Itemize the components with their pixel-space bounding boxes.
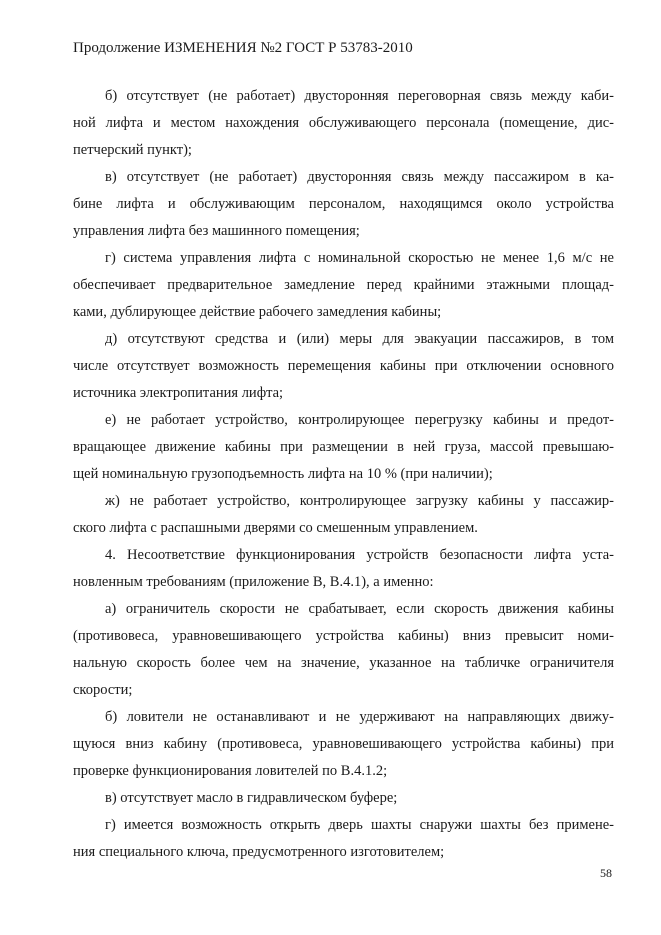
text-line: петчерский пункт); [73, 142, 192, 158]
text-line: числе отсутствует возможность перемещения кабины при отключении основного [73, 358, 614, 374]
text-line: а) ограничитель скорости не срабатывает, если скорость движения кабины [105, 601, 614, 617]
text-line: ками, дублирующее действие рабочего замедления кабины; [73, 304, 442, 320]
text-line: ной лифта и местом нахождения обслуживающего персонала (помещение, дис- [73, 115, 614, 131]
text-line: г) имеется возможность открыть дверь шахты снаружи шахты без примене- [105, 817, 614, 833]
document-body [73, 83, 614, 866]
text-line: скорости; [73, 682, 133, 698]
text-line: в) отсутствует масло в гидравлическом буфере; [105, 790, 398, 806]
text-line: б) ловители не останавливают и не удерживают на направляющих движу- [105, 709, 614, 725]
text-line: проверке функционирования ловителей по В.4.1.2; [73, 763, 388, 779]
text-line: новленным требованиям (приложение В, В.4.1), а именно: [73, 574, 434, 590]
text-line: управления лифта без машинного помещения; [73, 223, 360, 239]
text-line: ж) не работает устройство, контролирующее загрузку кабины у пассажир- [105, 493, 614, 509]
text-line: источника электропитания лифта; [73, 385, 284, 401]
text-line: щей номинальную грузоподъемность лифта на 10 % (при наличии); [73, 466, 493, 482]
text-line: (противовеса, уравновешивающего устройства кабины) вниз превысит номи- [73, 628, 614, 644]
page-header: Продолжение ИЗМЕНЕНИЯ №2 ГОСТ Р 53783-2010 [73, 40, 413, 56]
text-line: в) отсутствует (не работает) двусторонняя связь между пассажиром в ка- [105, 169, 614, 185]
text-line: обеспечивает предварительное замедление перед крайними этажными площад- [73, 277, 614, 293]
text-line: нальную скорость более чем на значение, указанное на табличке ограничителя [73, 655, 614, 671]
text-line: вращающее движение кабины при размещении в ней груза, массой превышаю- [73, 439, 614, 455]
text-line: б) отсутствует (не работает) двусторонняя переговорная связь между каби- [105, 88, 614, 104]
text-line: щуюся вниз кабину (противовеса, уравновешивающего устройства кабины) при [73, 736, 614, 752]
text-line: г) система управления лифта с номинальной скоростью не менее 1,6 м/с не [105, 250, 614, 266]
text-line: ния специального ключа, предусмотренного изготовителем; [73, 844, 445, 860]
text-line: д) отсутствуют средства и (или) меры для эвакуации пассажиров, в том [105, 331, 614, 347]
text-line: 4. Несоответствие функционирования устройств безопасности лифта уста- [105, 547, 614, 563]
text-line: ского лифта с распашными дверями со смешенным управлением. [73, 520, 478, 536]
text-line: бине лифта и обслуживающим персоналом, находящимся около устройства [73, 196, 614, 212]
page-number: 58 [600, 866, 612, 880]
text-line: е) не работает устройство, контролирующее перегрузку кабины и предот- [105, 412, 614, 428]
